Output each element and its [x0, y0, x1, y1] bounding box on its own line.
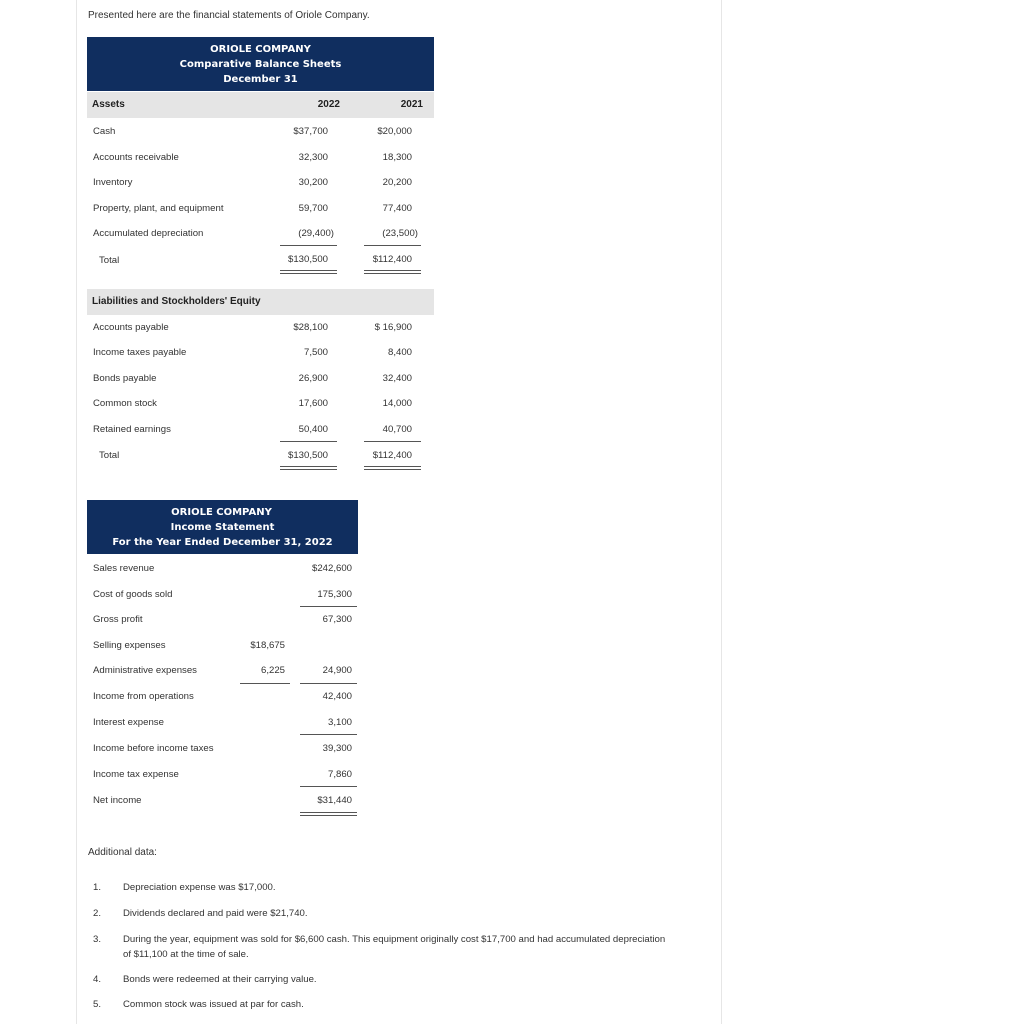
liab-2022-itp: 7,500: [303, 347, 328, 358]
is-outer-cogs: 175,300: [317, 589, 352, 600]
is-inner-admin: 6,225: [260, 665, 285, 676]
liab-total-2022: $130,500: [287, 450, 328, 461]
liab-2021-ap: $ 16,900: [374, 322, 412, 333]
note-text: Bonds were redeemed at their carrying value.: [123, 974, 317, 985]
is-label-selling: Selling expenses: [93, 640, 166, 651]
asset-2022-ppe: 59,700: [298, 203, 328, 214]
note-text: Common stock was issued at par for cash.: [123, 999, 304, 1010]
assets-total-2022: $130,500: [287, 254, 328, 265]
assets-band: [87, 92, 434, 118]
liabilities-band: [87, 289, 434, 315]
is-label-sales: Sales revenue: [93, 563, 155, 574]
asset-label-ar: Accounts receivable: [93, 152, 179, 163]
year-2021-label: 2021: [400, 99, 423, 110]
is-outer-net: $31,440: [317, 795, 352, 806]
asset-2021-ar: 18,300: [382, 152, 412, 163]
note-number: 3.: [93, 934, 102, 945]
assets-total-double-rule-2021: [364, 270, 421, 274]
is-label-tax: Income tax expense: [93, 769, 179, 780]
is-rule-tax: [300, 786, 357, 787]
bs-company-name: ORIOLE COMPANY: [210, 44, 311, 55]
note-text: During the year, equipment was sold for $6,600 cash. This equipment originally cost $17,700 and had accumulated depreciation of $11,100 at the time of sale.: [123, 934, 666, 960]
assets-total-label: Total: [99, 255, 120, 266]
is-label-gross: Gross profit: [93, 614, 143, 625]
intro-text: Presented here are the financial statements of Oriole Company.: [88, 10, 370, 21]
is-outer-sales: $242,600: [311, 563, 352, 574]
asset-2022-cash: $37,700: [293, 126, 328, 137]
liab-2021-itp: 8,400: [387, 347, 412, 358]
balance-sheet-header: [87, 37, 434, 91]
year-2022-label: 2022: [317, 99, 340, 110]
liab-2021-common: 14,000: [382, 398, 412, 409]
liab-2021-re: 40,700: [382, 424, 412, 435]
liab-2021-bonds: 32,400: [382, 373, 412, 384]
liab-total-label: Total: [99, 450, 120, 461]
is-rule-cogs: [300, 606, 357, 607]
income-statement-header: [87, 500, 358, 554]
asset-label-inventory: Inventory: [93, 177, 133, 188]
is-outer-ops: 42,400: [322, 691, 352, 702]
liab-total-double-rule-2021: [364, 466, 421, 470]
assets-label: Assets: [92, 99, 125, 110]
is-label-ibt: Income before income taxes: [93, 743, 214, 754]
note-number: 2.: [93, 908, 102, 919]
liab-label-ap: Accounts payable: [93, 322, 169, 333]
liab-2022-re: 50,400: [298, 424, 328, 435]
asset-2022-accum-dep: (29,400): [298, 228, 334, 239]
asset-2021-cash: $20,000: [377, 126, 412, 137]
is-label-cogs: Cost of goods sold: [93, 589, 173, 600]
note-number: 4.: [93, 974, 102, 985]
is-outer-admin: 24,900: [322, 665, 352, 676]
asset-label-accum-dep: Accumulated depreciation: [93, 228, 204, 239]
liab-2022-ap: $28,100: [293, 322, 328, 333]
is-net-double-rule: [300, 812, 357, 816]
liabilities-label: Liabilities and Stockholders' Equity: [92, 296, 261, 307]
asset-2021-ppe: 77,400: [382, 203, 412, 214]
assets-subtotal-rule-2021: [364, 245, 421, 246]
liab-label-itp: Income taxes payable: [93, 347, 187, 358]
liab-label-re: Retained earnings: [93, 424, 171, 435]
asset-label-cash: Cash: [93, 126, 116, 137]
asset-label-ppe: Property, plant, and equipment: [93, 203, 224, 214]
is-label-ops: Income from operations: [93, 691, 194, 702]
is-label-interest: Interest expense: [93, 717, 164, 728]
bs-date: December 31: [223, 74, 298, 85]
is-outer-interest: 3,100: [327, 717, 352, 728]
liab-total-2021: $112,400: [372, 450, 412, 461]
note-text: Dividends declared and paid were $21,740.: [123, 908, 308, 919]
liab-subtotal-rule-2022: [280, 441, 337, 442]
assets-total-double-rule-2022: [280, 270, 337, 274]
is-company-name: ORIOLE COMPANY: [171, 507, 272, 518]
liab-label-common: Common stock: [93, 398, 157, 409]
asset-2022-inventory: 30,200: [298, 177, 328, 188]
bs-title: Comparative Balance Sheets: [179, 59, 342, 70]
is-outer-ibt: 39,300: [322, 743, 352, 754]
is-rule-interest: [300, 734, 357, 735]
is-title: Income Statement: [170, 522, 275, 533]
assets-subtotal-rule-2022: [280, 245, 337, 246]
note-text: Depreciation expense was $17,000.: [123, 882, 276, 893]
liab-total-double-rule-2022: [280, 466, 337, 470]
is-rule-admin-inner: [240, 683, 290, 684]
asset-2022-ar: 32,300: [298, 152, 328, 163]
liab-2022-bonds: 26,900: [298, 373, 328, 384]
is-period: For the Year Ended December 31, 2022: [112, 537, 333, 548]
liab-2022-common: 17,600: [298, 398, 328, 409]
additional-data-title: Additional data:: [88, 847, 157, 858]
asset-2021-inventory: 20,200: [382, 177, 412, 188]
liab-label-bonds: Bonds payable: [93, 373, 157, 384]
asset-2021-accum-dep: (23,500): [382, 228, 418, 239]
liab-subtotal-rule-2021: [364, 441, 421, 442]
note-number: 5.: [93, 999, 102, 1010]
is-label-admin: Administrative expenses: [93, 665, 197, 676]
is-inner-selling: $18,675: [250, 640, 285, 651]
note-number: 1.: [93, 882, 102, 893]
assets-total-2021: $112,400: [372, 254, 412, 265]
is-rule-admin-outer: [300, 683, 357, 684]
is-outer-tax: 7,860: [327, 769, 352, 780]
is-label-net: Net income: [93, 795, 142, 806]
is-outer-gross: 67,300: [322, 614, 352, 625]
